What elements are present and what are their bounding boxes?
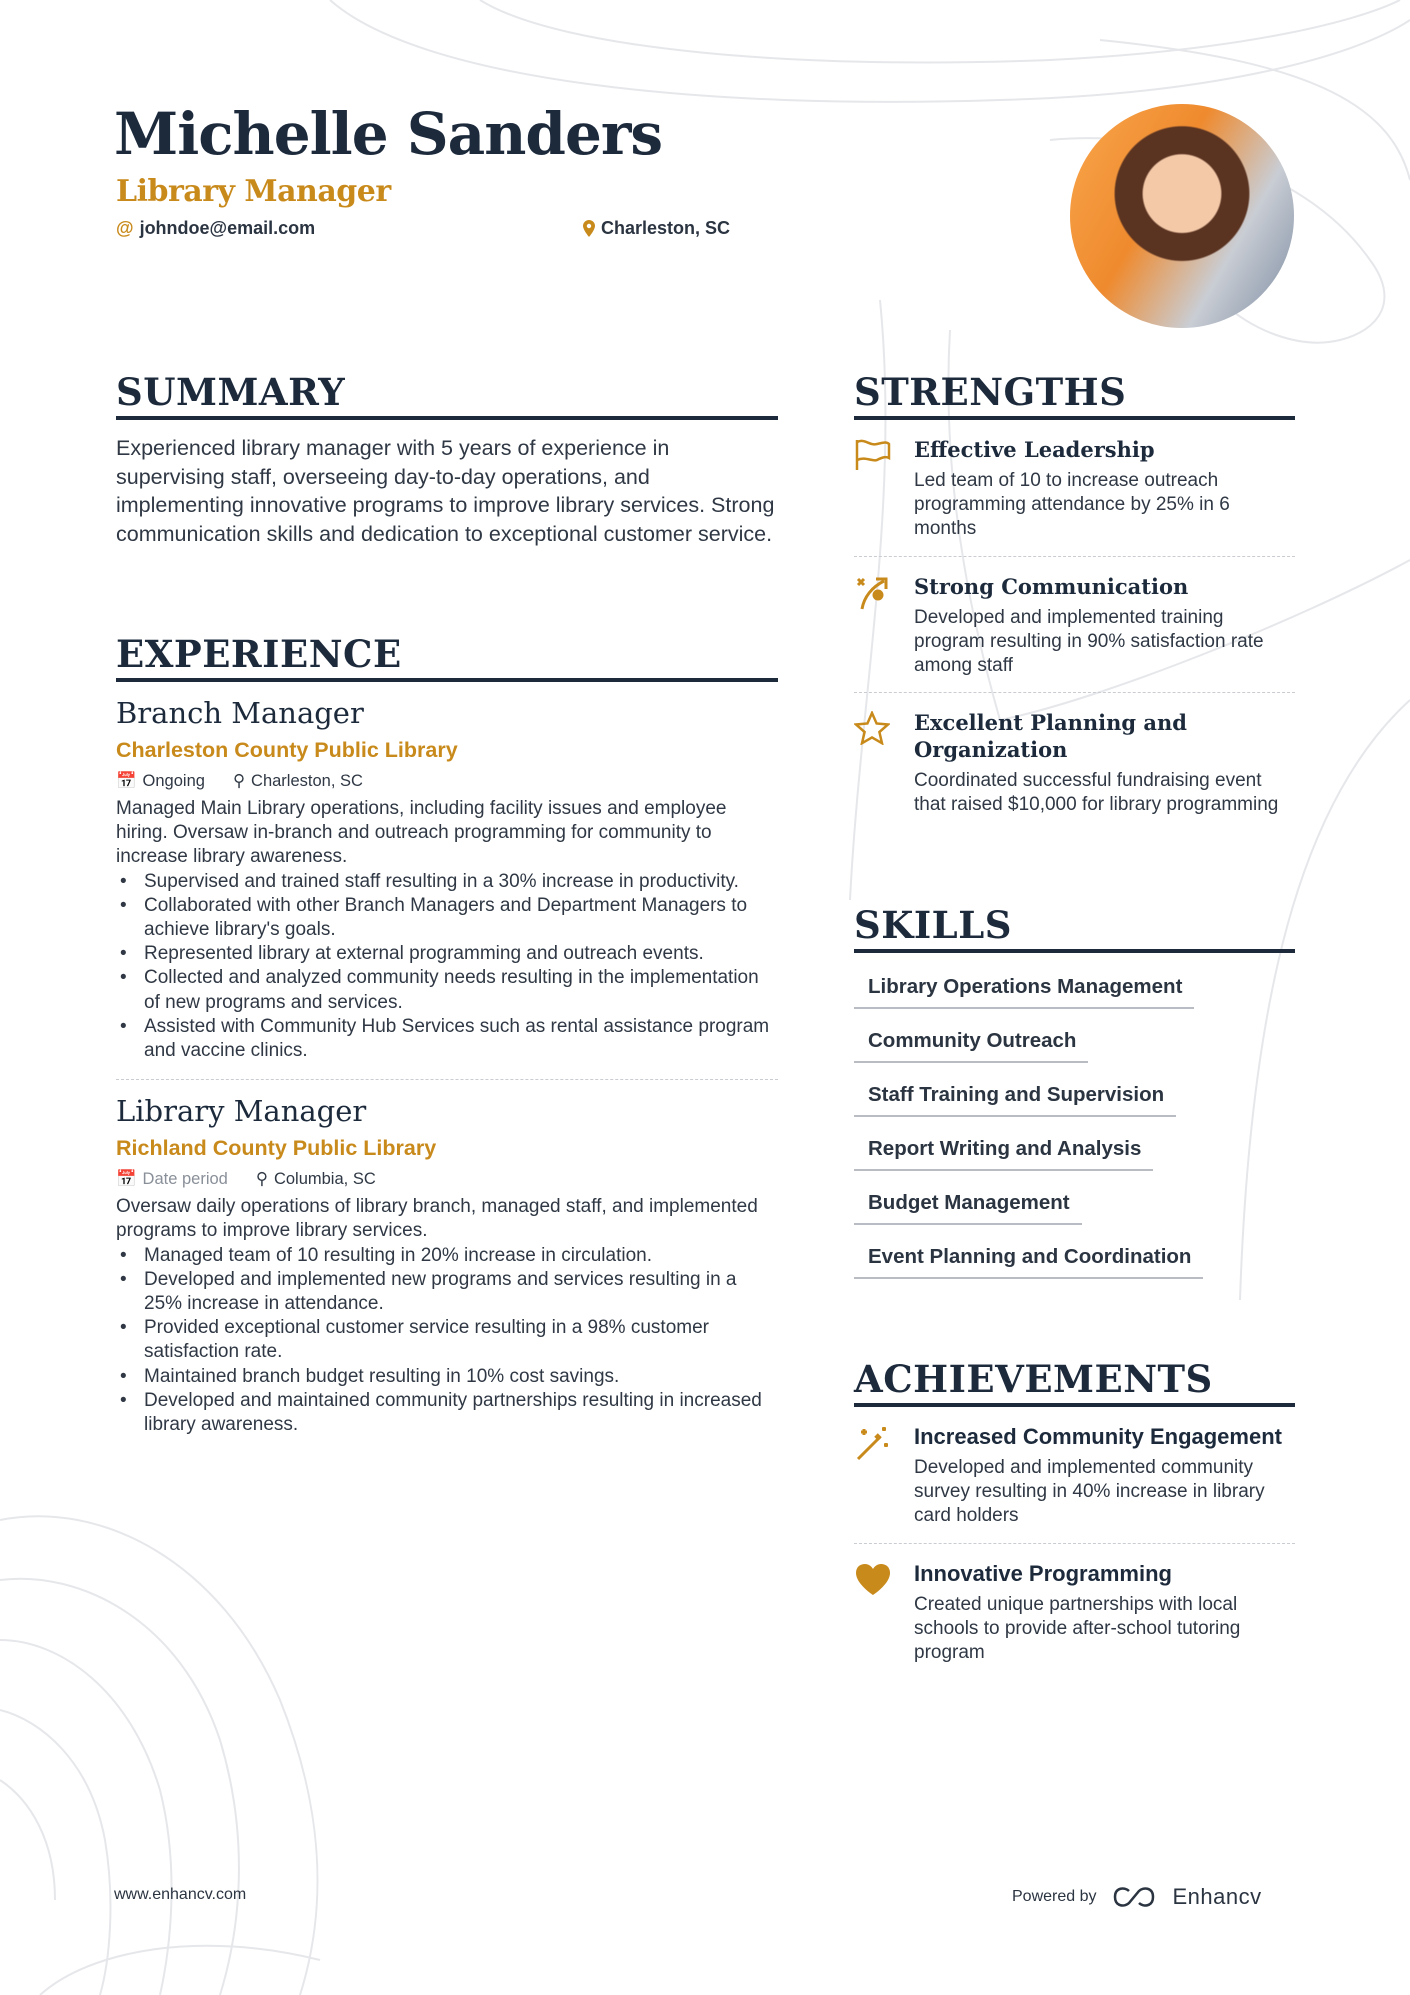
email-contact[interactable] (116, 218, 315, 239)
skill-tag: Library Operations Management (854, 967, 1194, 1009)
magic-wand-icon (854, 1425, 890, 1461)
strength-text: Developed and implemented training program resulting in 90% satisfaction rate among staff (914, 606, 1264, 677)
achievement-title: Innovative Programming (914, 1560, 1172, 1586)
bullet: • Collected and analyzed community needs resulting in the implementation of new programs and services. (116, 966, 778, 1014)
strength-item (854, 693, 1295, 831)
job-title: Library Manager (116, 1094, 367, 1129)
achievement-text: Developed and implemented community survey resulting in 40% increase in library card holders (914, 1457, 1265, 1527)
strategy-icon (854, 575, 890, 611)
heart-icon (854, 1562, 892, 1596)
bullet: • Developed and maintained community partnerships resulting in increased library awareness. (116, 1389, 778, 1437)
strength-title: Strong Communication (914, 573, 1189, 599)
website-link[interactable]: www.enhancv.com (114, 1886, 247, 1903)
summary-heading: SUMMARY (116, 370, 778, 420)
location-pin-icon: ⚲ (255, 1170, 268, 1189)
achievement-item (854, 1407, 1295, 1543)
calendar-icon: 📅 (116, 1169, 137, 1188)
brand-name: Enhancv (1172, 1884, 1262, 1909)
location-text: Charleston, SC (601, 218, 731, 238)
job-location: Charleston, SC (251, 771, 363, 790)
location-contact (583, 218, 730, 239)
experience-section (116, 632, 778, 1437)
strengths-section (854, 370, 1295, 832)
job-bullets (116, 1244, 778, 1438)
bullet: • Assisted with Community Hub Services such as rental assistance program and vaccine clinics. (116, 1015, 778, 1063)
strength-text: Led team of 10 to increase outreach programming attendance by 25% in 6 months (914, 470, 1230, 540)
company-name: Charleston County Public Library (116, 738, 458, 762)
strength-item (854, 557, 1295, 693)
enhancv-logo-icon (1111, 1885, 1159, 1909)
skills-section (854, 903, 1295, 1279)
job-entry (116, 1094, 778, 1437)
candidate-name: Michelle Sanders (114, 100, 663, 168)
bullet: • Represented library at external programming and outreach events. (116, 942, 778, 966)
calendar-icon: 📅 (116, 771, 137, 790)
achievement-text: Created unique partnerships with local schools to provide after-school tutoring program (914, 1593, 1241, 1664)
job-description: Oversaw daily operations of library branch, managed staff, and implemented programs to improve library services. (116, 1196, 758, 1242)
achievements-section (854, 1357, 1295, 1679)
skill-tag: Community Outreach (854, 1021, 1088, 1063)
achievements-heading: ACHIEVEMENTS (854, 1357, 1295, 1407)
achievement-item (854, 1544, 1295, 1680)
strengths-heading: STRENGTHS (854, 370, 1295, 420)
location-pin-icon (583, 220, 595, 237)
profile-photo (1070, 104, 1294, 328)
skill-tag: Staff Training and Supervision (854, 1075, 1176, 1117)
job-period: Date period (142, 1169, 228, 1188)
email-text: johndoe@email.com (139, 218, 316, 238)
powered-by (1012, 1884, 1262, 1910)
bullet: • Supervised and trained staff resulting in a 30% increase in productivity. (116, 870, 778, 894)
strength-text: Coordinated successful fundraising event that raised $10,000 for library programming (914, 770, 1279, 816)
skill-tag: Report Writing and Analysis (854, 1129, 1153, 1171)
bullet: • Developed and implemented new programs and services resulting in a 25% increase in attendance. (116, 1268, 778, 1316)
strength-title: Excellent Planning and Organization (914, 710, 1187, 763)
job-title: Branch Manager (116, 696, 364, 730)
star-icon (854, 711, 890, 745)
skill-tag: Event Planning and Coordination (854, 1237, 1203, 1279)
divider (116, 1079, 778, 1080)
bullet: • Maintained branch budget resulting in 10% cost savings. (116, 1365, 778, 1389)
job-period: Ongoing (142, 771, 205, 790)
experience-heading: EXPERIENCE (116, 632, 778, 682)
skill-tag: Budget Management (854, 1183, 1082, 1225)
location-pin-icon: ⚲ (232, 772, 246, 790)
summary-text: Experienced library manager with 5 years of experience in supervising staff, overseeing day-to-day operations, and implementing innovative programs to improve library services. Strong communication skills and dedication to exceptional customer service. (116, 436, 775, 546)
strength-item (854, 420, 1295, 556)
company-name: Richland County Public Library (116, 1136, 437, 1161)
flag-icon (854, 438, 892, 472)
achievement-title: Increased Community Engagement (914, 1424, 1282, 1449)
job-description: Managed Main Library operations, including facility issues and employee hiring. Oversaw in-branch and outreach programming for community to increase library awareness. (116, 798, 727, 868)
strength-title: Effective Leadership (914, 437, 1155, 462)
job-entry (116, 696, 778, 1063)
at-icon: @ (116, 218, 134, 238)
powered-by-text: Powered by (1012, 1888, 1097, 1905)
job-bullets (116, 870, 778, 1064)
bullet: • Collaborated with other Branch Managers and Department Managers to achieve library's goals. (116, 894, 778, 942)
candidate-title: Library Manager (116, 174, 391, 209)
bullet: • Managed team of 10 resulting in 20% increase in circulation. (116, 1244, 778, 1268)
skills-heading: SKILLS (854, 903, 1295, 953)
job-location: Columbia, SC (273, 1169, 376, 1188)
summary-section (116, 370, 778, 548)
bullet: • Provided exceptional customer service resulting in a 98% customer satisfaction rate. (116, 1316, 778, 1364)
